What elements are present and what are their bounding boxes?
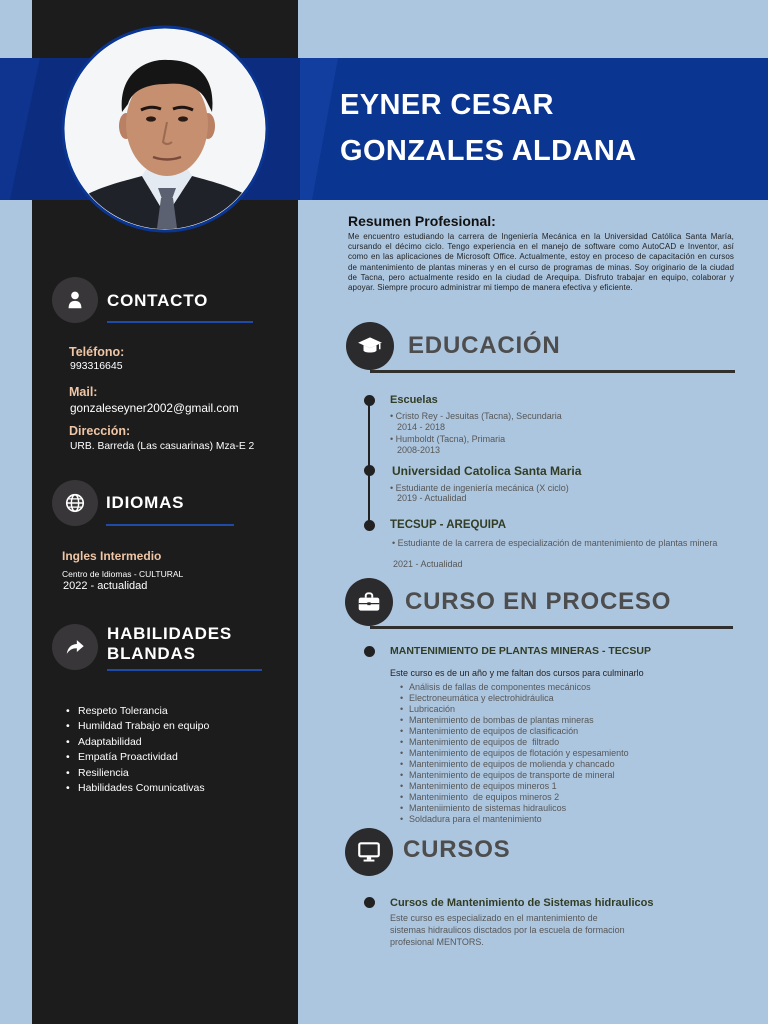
course-in-progress-heading: CURSO EN PROCESO xyxy=(405,588,672,615)
timeline-dot xyxy=(364,646,375,657)
course-in-progress-note: Este curso es de un año y me faltan dos cursos para culminarlo xyxy=(390,667,644,678)
share-arrow-icon xyxy=(64,636,86,658)
education-icon-badge xyxy=(346,322,394,370)
course-modules-list xyxy=(400,682,629,825)
mail-value: gonzaleseyner2002@gmail.com xyxy=(70,401,239,415)
courses-title: Cursos de Mantenimiento de Sistemas hidraulicos xyxy=(390,897,654,909)
list-item: • Mantenimiento de equipos de molienda y chancado xyxy=(400,759,629,770)
education-entry-line: 2021 - Actualidad xyxy=(393,558,463,569)
briefcase-icon xyxy=(356,589,382,615)
summary-text: Me encuentro estudiando la carrera de Ingeniería Mecánica en la Universidad Católica Santa María, cursando el décimo ciclo. Tengo experiencia en el manejo de software como AutoCAD e Inventor, así como en las aplicaciones de Microsoft Office. Actualmente, estoy en proceso de capacitación en cursos de mantenimiento de plantas mineras y en el curso de programas de minas. Soy originario de la ciudad de Tacna, pero actualmente resido en la ciudad de Arequipa. Disfruto trabajar en equipo, colaborar y apoyar. Siempre procuro administrar mi tiempo de manera efectiva y eficiente. xyxy=(348,232,734,293)
language-institution: Centro de Idiomas - CULTURAL xyxy=(62,569,184,579)
education-underline xyxy=(370,370,735,373)
list-item: • Mantenimiento de equipos de transporte de mineral xyxy=(400,770,629,781)
education-heading: EDUCACIÓN xyxy=(408,332,561,359)
courses-description-line: Este curso es especializado en el mantenimiento de xyxy=(390,912,598,923)
timeline-line xyxy=(368,400,370,525)
skills-icon-badge xyxy=(52,624,98,670)
timeline-dot xyxy=(364,395,375,406)
education-entry-line: • Cristo Rey - Jesuitas (Tacna), Secundaria xyxy=(390,410,562,421)
summary-title: Resumen Profesional: xyxy=(348,213,496,229)
phone-value: 993316645 xyxy=(70,360,123,372)
address-label: Dirección: xyxy=(69,424,131,438)
list-item: • Electroneumática y electrohidráulica xyxy=(400,693,629,704)
course-in-progress-title: MANTENIMIENTO DE PLANTAS MINERAS - TECSUP xyxy=(390,645,651,657)
timeline-dot xyxy=(364,465,375,476)
skills-heading-line-2: BLANDAS xyxy=(107,644,196,663)
education-entry-title: TECSUP - AREQUIPA xyxy=(390,519,507,531)
list-item: • Habilidades Comunicativas xyxy=(66,781,209,796)
education-entry-line: 2019 - Actualidad xyxy=(397,492,467,503)
person-icon xyxy=(64,289,86,311)
languages-icon-badge xyxy=(52,480,98,526)
skills-underline xyxy=(107,669,262,671)
languages-heading: IDIOMAS xyxy=(106,493,185,512)
course-in-progress-underline xyxy=(370,626,733,629)
list-item: • Lubricación xyxy=(400,704,629,715)
list-item: • Mantenimiento de bombas de plantas mineras xyxy=(400,715,629,726)
education-entry-line: • Humboldt (Tacna), Primaria xyxy=(390,433,506,444)
education-entry-line: 2008-2013 xyxy=(397,444,441,455)
education-entry-title: Universidad Catolica Santa Maria xyxy=(392,464,582,478)
graduation-cap-icon xyxy=(357,333,383,359)
list-item: • Humildad Trabajo en equipo xyxy=(66,719,209,734)
courses-description-line: sistemas hidraulicos disctados por la escuela de formacion xyxy=(390,924,625,935)
timeline-dot xyxy=(364,520,375,531)
education-entry-line: • Estudiante de ingeniería mecánica (X ciclo) xyxy=(390,482,569,493)
list-item: • Mantenimiento de equipos de clasificación xyxy=(400,726,629,737)
list-item: • Manteniimiento de sistemas hidraulicos xyxy=(400,803,629,814)
contact-heading: CONTACTO xyxy=(107,291,209,310)
list-item: • Respeto Tolerancia xyxy=(66,704,209,719)
contact-underline xyxy=(107,321,253,323)
list-item: • Resiliencia xyxy=(66,766,209,781)
languages-underline xyxy=(106,524,234,526)
list-item: • Soldadura para el mantenimiento xyxy=(400,814,629,825)
name-line-1: EYNER CESAR xyxy=(340,89,554,121)
course-in-progress-icon-badge xyxy=(345,578,393,626)
timeline-dot xyxy=(364,897,375,908)
courses-icon-badge xyxy=(345,828,393,876)
mail-label: Mail: xyxy=(69,385,98,399)
list-item: • Adaptabilidad xyxy=(66,735,209,750)
monitor-icon xyxy=(356,839,382,865)
skills-heading-line-1: HABILIDADES xyxy=(107,624,232,643)
address-value: URB. Barreda (Las casuarinas) Mza-E 2 xyxy=(70,441,255,452)
education-entry-line: 2014 - 2018 xyxy=(397,421,446,432)
list-item: • Análisis de fallas de componentes mecánicos xyxy=(400,682,629,693)
education-entry-title: Escuelas xyxy=(390,394,438,406)
list-item: • Mantenimiento de equipos de flotación y espesamiento xyxy=(400,748,629,759)
education-entry-line: • Estudiante de la carrera de especialización de mantenimiento de plantas minera xyxy=(392,537,718,548)
list-item: • Mantenimiento de equipos de filtrado xyxy=(400,737,629,748)
language-level: Ingles Intermedio xyxy=(62,549,162,563)
globe-icon xyxy=(64,492,86,514)
profile-photo xyxy=(60,25,272,240)
language-period: 2022 - actualidad xyxy=(63,580,148,592)
contact-icon-badge xyxy=(52,277,98,323)
list-item: • Empatía Proactividad xyxy=(66,750,209,765)
list-item: • Mantenimiento de equipos mineros 1 xyxy=(400,781,629,792)
courses-heading: CURSOS xyxy=(403,836,511,863)
name-line-2: GONZALES ALDANA xyxy=(340,135,637,167)
courses-description-line: profesional MENTORS. xyxy=(390,936,484,947)
phone-label: Teléfono: xyxy=(69,345,125,359)
list-item: • Mantenimiento de equipos mineros 2 xyxy=(400,792,629,803)
soft-skills-list xyxy=(66,704,209,796)
